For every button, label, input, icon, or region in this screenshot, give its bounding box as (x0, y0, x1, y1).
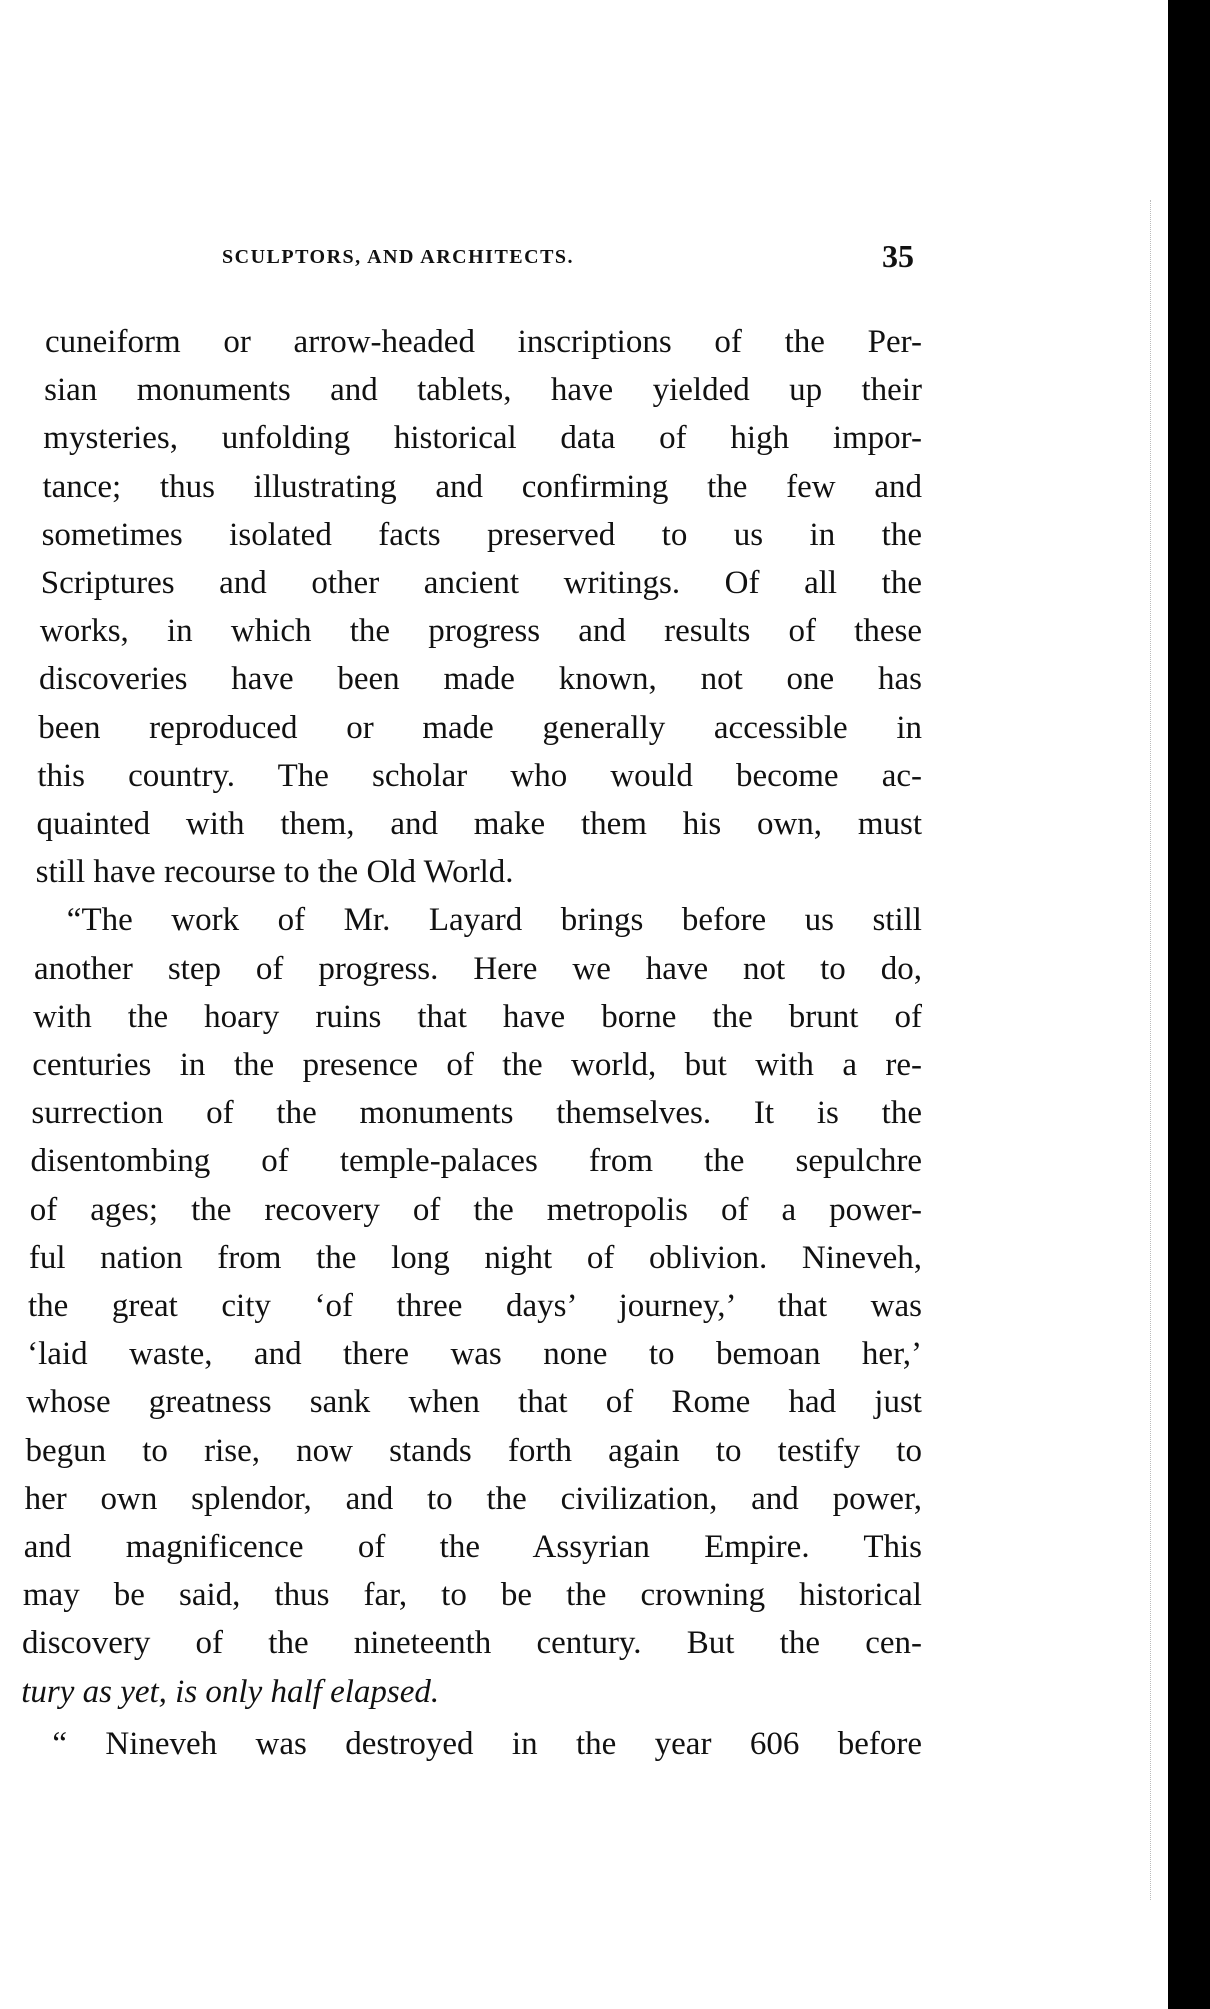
text-line: discoveries have been made known, not one has (39, 661, 922, 698)
text-line: sometimes isolated facts preserved to us in the (41, 516, 922, 553)
text-line: disentombing of temple-palaces from the sepulchre (30, 1143, 922, 1180)
text-line: still have recourse to the Old World. (35, 854, 514, 891)
text-line: of ages; the recovery of the metropolis of a power- (29, 1191, 922, 1228)
text-line: ful nation from the long night of oblivion. Nineveh, (28, 1239, 922, 1276)
text-line: quainted with them, and make them his own, must (36, 806, 922, 842)
page-edge (1150, 200, 1163, 1900)
text-line: whose greatness sank when that of Rome had just (26, 1384, 922, 1421)
scan-border (1168, 0, 1210, 2009)
text-line: this country. The scholar who would become ac- (37, 757, 922, 794)
text-line: works, in which the progress and results of these (39, 613, 922, 650)
text-line: sian monuments and tablets, have yielded up their (44, 372, 922, 409)
text-line: the great city ‘of three days’ journey,’ that was (28, 1288, 922, 1324)
text-line: her own splendor, and to the civilization, and power, (24, 1480, 922, 1517)
text-line: Scriptures and other ancient writings. Of all the (40, 565, 922, 601)
text-line: mysteries, unfolding historical data of high impor- (43, 420, 922, 457)
text-line: another step of progress. Here we have not to do, (33, 950, 922, 987)
running-head: SCULPTORS, AND ARCHITECTS. (222, 246, 575, 268)
text-line: “The work of Mr. Layard brings before us still (66, 902, 922, 939)
text-line: discovery of the nineteenth century. But the cen- (22, 1625, 922, 1662)
text-line: and magnificence of the Assyrian Empire. This (23, 1529, 922, 1565)
text-line: tury as yet, is only half elapsed. (21, 1673, 440, 1710)
text-line: “ Nineveh was destroyed in the year 606 before (52, 1725, 922, 1762)
text-line: centuries in the presence of the world, but with a re- (32, 1047, 922, 1083)
text-line: begun to rise, now stands forth again to testify to (25, 1432, 922, 1469)
text-line: ‘laid waste, and there was none to bemoan her,’ (27, 1336, 922, 1373)
text-line: with the hoary ruins that have borne the brunt of (33, 998, 922, 1035)
text-line: surrection of the monuments themselves. It is the (31, 1095, 922, 1132)
text-line: cuneiform or arrow-headed inscriptions of the Per- (45, 324, 922, 360)
page-number: 35 (882, 238, 914, 274)
text-line: been reproduced or made generally accessible in (38, 709, 922, 746)
text-line: may be said, thus far, to be the crowning historical (22, 1577, 922, 1614)
text-line: tance; thus illustrating and confirming the few and (42, 468, 922, 505)
